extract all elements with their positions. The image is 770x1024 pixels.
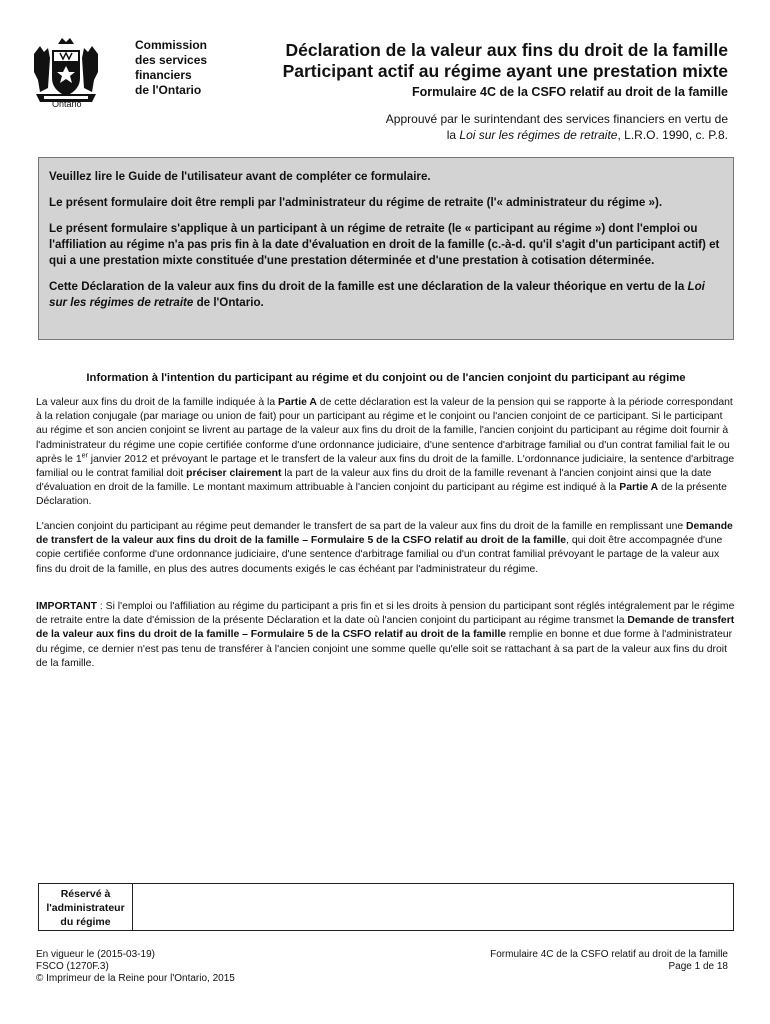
- reserved-field[interactable]: [133, 884, 733, 930]
- notice-paragraph: Le présent formulaire doit être rempli par l'administrateur du régime de retraite (l'« administrateur du régime »).: [49, 196, 663, 209]
- page-number: Page 1 de 18: [668, 961, 728, 972]
- notice-paragraph: Le présent formulaire s'applique à un participant à un régime de retraite (le « participant au régime ») dont l'emploi ou l'affiliation au régime n'a pas pris fin à la date d'évaluation en droit de la famille (c.-à-d. qu'il s'agit d'un participant actif) et qui a une prestation mixte constituée d'une prestation déterminée et d'une prestation à cotisation déterminée.: [49, 222, 720, 267]
- form-title: Déclaration de la valeur aux fins du droit de la famille: [285, 40, 728, 60]
- form-number: Formulaire 4C de la CSFO relatif au droit de la famille: [411, 85, 728, 99]
- form-title-block: [283, 40, 728, 100]
- form-subtitle: Participant actif au régime ayant une prestation mixte: [282, 61, 728, 81]
- notice-paragraph: Veuillez lire le Guide de l'utilisateur avant de compléter ce formulaire.: [49, 170, 431, 183]
- administrator-reserved-box: [38, 883, 734, 931]
- footer-form-name: Formulaire 4C de la CSFO relatif au droit de la famille: [490, 949, 728, 960]
- footer-left: [36, 949, 235, 985]
- section-heading: Information à l'intention du participant au régime et du conjoint ou de l'ancien conjoint du participant au régime: [86, 372, 686, 384]
- effective-date: En vigueur le (2015-03-19): [36, 949, 155, 960]
- approval-statement: Approuvé par le surintendant des services financiers en vertu de la Loi sur les régimes de retraite, L.R.O. 1990, c. P.8.: [385, 112, 728, 142]
- info-paragraph-2: L'ancien conjoint du participant au régime peut demander le transfert de sa part de la valeur aux fins du droit de la famille en remplissant une Demande de transfert de la valeur aux fins du droit de la famille – Formulaire 5 de la CSFO relatif au droit de la famille, qui doit être accompagnée d'une copie certifiée conforme d'une ordonnance judiciaire, d'une sentence d'arbitrage familial ou d'un contrat familial prévoyant le partage de la valeur aux fins du droit de la famille, en plus des autres documents exigés le cas échéant par l'administrateur du régime.: [36, 521, 733, 575]
- agency-name: Commission des services financiers de l'Ontario: [135, 38, 208, 97]
- instructions-notice-box: [38, 157, 734, 340]
- copyright: © Imprimeur de la Reine pour l'Ontario, 2015: [36, 973, 235, 984]
- reserved-label: Réservé à l'administrateur du régime: [39, 884, 133, 930]
- logo-caption: Ontario: [52, 99, 82, 109]
- important-paragraph: IMPORTANT : Si l'emploi ou l'affiliation au régime du participant a pris fin et si les droits à pension du participant sont réglés intégralement par le régime de retraite entre la date d'émission de la présente Déclaration et la date où l'ancien conjoint du participant au régime transmet la Demande de transfert de la valeur aux fins du droit de la famille – Formulaire 5 de la CSFO relatif au droit de la famille remplie en bonne et due forme à l'administrateur du régime, ce dernier n'est pas tenu de transférer à l'ancien conjoint une somme quelle qu'elle soit se rattachant à sa part de la valeur aux fins du droit de la famille.: [36, 601, 735, 669]
- notice-paragraph: Cette Déclaration de la valeur aux fins du droit de la famille est une déclaration de la valeur théorique en vertu de la Loi sur les régimes de retraite de l'Ontario.: [49, 280, 705, 309]
- footer-right: [490, 949, 728, 973]
- info-paragraph-1: La valeur aux fins du droit de la famille indiquée à la Partie A de cette déclaration est la valeur de la pension qui se rapporte à la période correspondant à la relation conjugale (par mariage ou union de fait) pour un participant au régime et le conjoint ou l'ancien conjoint de ce participant. Si le participant au régime et son ancien conjoint se livrent au partage de la valeur aux fins du droit de la famille, l'ancien conjoint du participant au régime doit fournir à l'administrateur du régime une copie certifiée conforme d'une ordonnance judiciaire, d'une sentence d'arbitrage familial ou d'un contrat familial fait le ou après le 1er janvier 2012 et prévoyant le partage et le transfert de la valeur aux fins du droit de la famille. L'ordonnance judiciaire, la sentence d'arbitrage familial ou le contrat familial doit préciser clairement la part de la valeur aux fins du droit de la famille revenant à l'ancien conjoint ainsi que la date d'évaluation en droit de la famille. Le montant maximum attribuable à l'ancien conjoint du participant au régime est indiqué à la Partie A de la présente Déclaration.: [36, 397, 735, 508]
- form-code: FSCO (1270F.3): [36, 961, 109, 972]
- act-name: Loi sur les régimes de retraite: [459, 128, 618, 142]
